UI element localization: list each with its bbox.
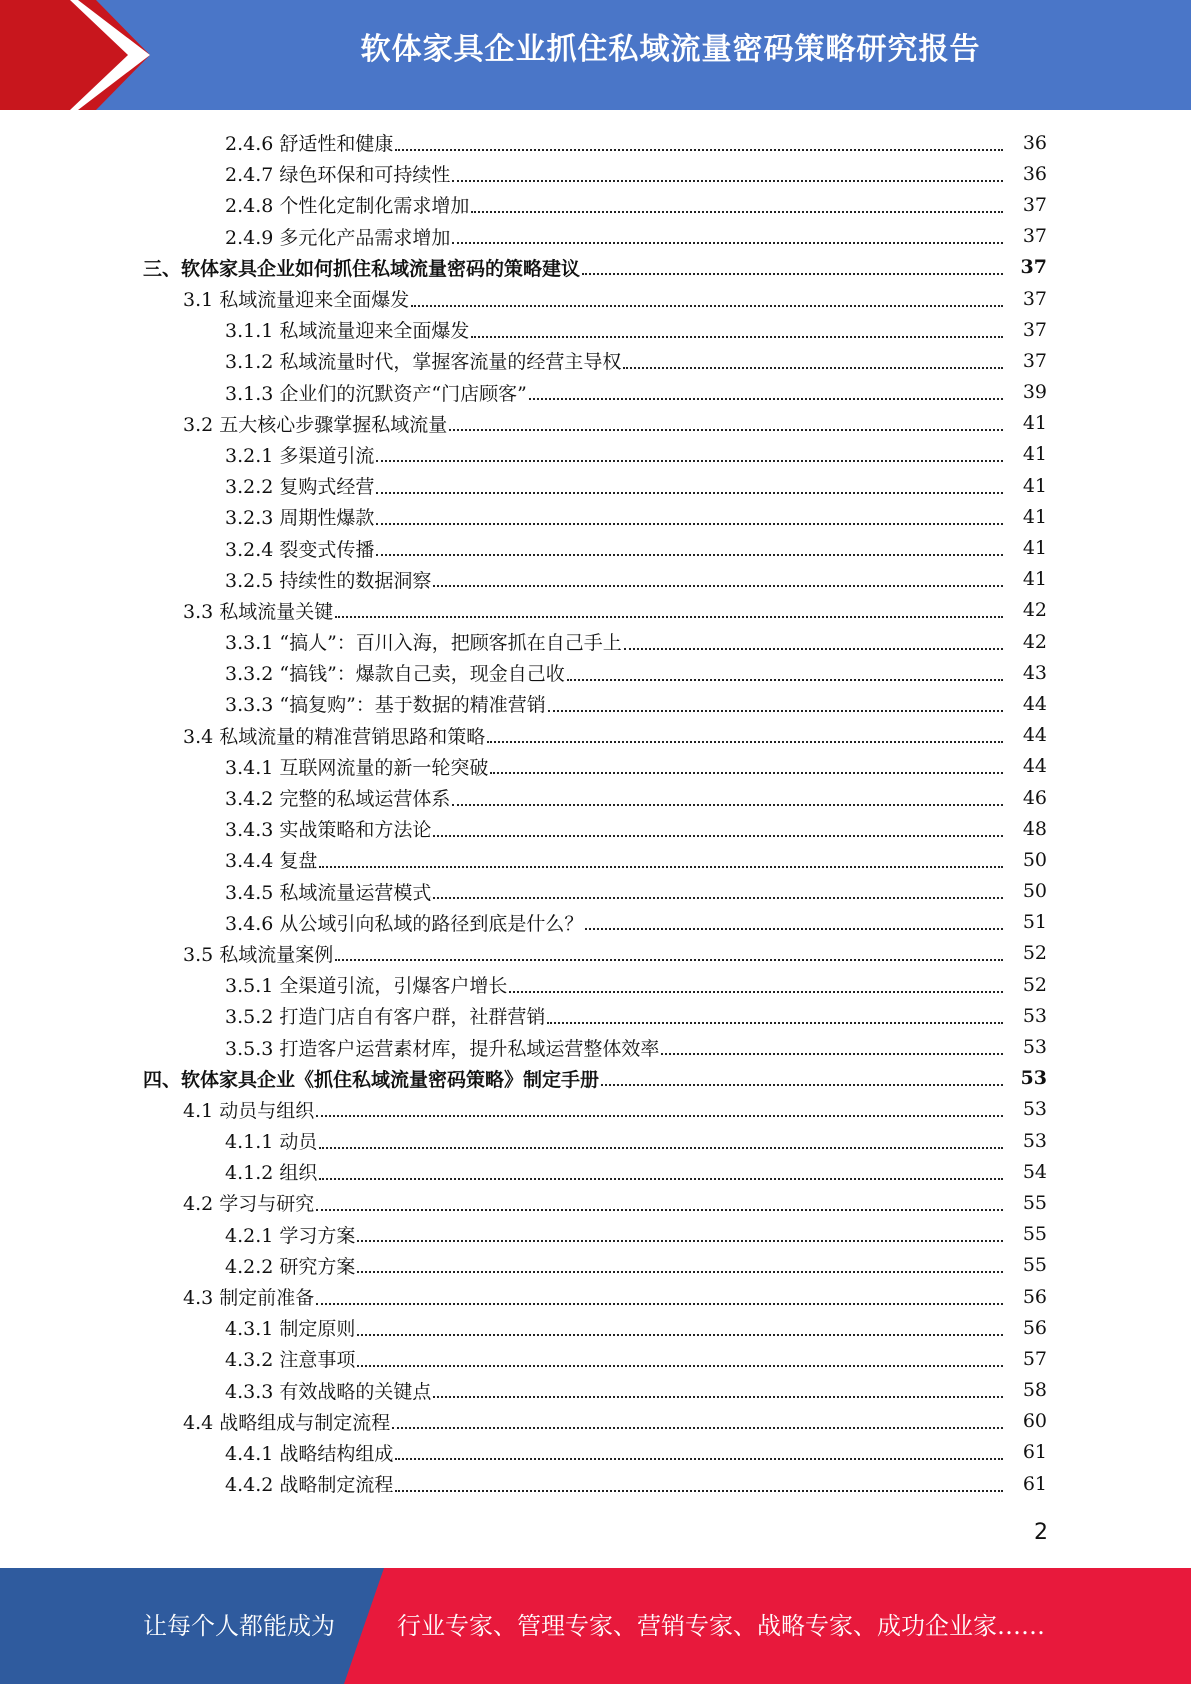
toc-entry-page: 55 [1022,1191,1047,1214]
toc-entry[interactable] [0,345,1191,376]
toc-entry-label: 3.5.2 打造门店自有客户群，社群营销 [225,1006,546,1029]
toc-dot-leader [585,928,1003,930]
toc-dot-leader [661,1053,1003,1055]
toc-dot-leader [376,460,1003,462]
toc-entry-page: 41 [1022,505,1047,528]
toc-entry-page: 37 [1022,225,1047,248]
toc-entry[interactable] [0,127,1191,158]
toc-entry-page: 50 [1022,880,1047,903]
toc-entry[interactable] [0,1375,1191,1406]
toc-entry[interactable] [0,408,1191,439]
toc-entry-label: 3.3.1 “搞人”：百川入海，把顾客抓在自己手上 [225,632,622,655]
toc-entry-page: 41 [1022,537,1047,560]
toc-entry[interactable] [0,470,1191,501]
toc-entry-page: 42 [1022,599,1047,622]
toc-entry[interactable] [0,720,1191,751]
toc-entry-page: 36 [1022,162,1047,185]
toc-entry-label: 四、软体家具企业《抓住私域流量密码策略》制定手册 [143,1068,600,1091]
toc-entry-label: 2.4.7 绿色环保和可持续性 [225,164,451,187]
toc-entry-label: 3.1.1 私域流量迎来全面爆发 [225,320,470,343]
toc-dot-leader [392,1427,1003,1429]
toc-entry-page: 53 [1022,1036,1047,1059]
header-red-arrow [0,0,150,110]
toc-entry-label: 4.2.1 学习方案 [225,1224,356,1247]
toc-dot-leader [452,804,1003,806]
toc-entry[interactable] [0,1437,1191,1468]
toc-entry-label: 3.5.1 全渠道引流，引爆客户增长 [225,975,508,998]
toc-dot-leader [357,1240,1003,1242]
toc-entry-page: 53 [1022,1098,1047,1121]
toc-entry[interactable] [0,876,1191,907]
toc-entry-label: 3.1.2 私域流量时代，掌握客流量的经营主导权 [225,351,622,374]
toc-dot-leader [376,523,1003,525]
toc-dot-leader [319,1178,1003,1180]
toc-entry[interactable] [0,283,1191,314]
toc-dot-leader [316,1209,1003,1211]
toc-entry-page: 60 [1022,1410,1047,1433]
toc-entry-label: 4.4.2 战略制定流程 [225,1474,394,1497]
toc-entry-page: 61 [1022,1441,1047,1464]
toc-dot-leader [449,429,1003,431]
toc-entry-label: 3.4.5 私域流量运营模式 [225,881,432,904]
toc-entry-label: 4.1.1 动员 [225,1131,318,1154]
toc-entry-page: 57 [1022,1347,1047,1370]
page-number: 2 [1034,1520,1048,1545]
toc-entry-label: 3.3 私域流量关键 [183,600,334,623]
toc-dot-leader [357,1365,1003,1367]
toc-entry-page: 53 [1020,1067,1047,1090]
toc-entry-page: 44 [1022,724,1047,747]
toc-dot-leader [357,1271,1003,1273]
toc-entry[interactable] [0,1250,1191,1281]
toc-entry-label: 4.1 动员与组织 [183,1099,315,1122]
toc-dot-leader [433,585,1003,587]
toc-dot-leader [376,554,1003,556]
toc-dot-leader [624,648,1003,650]
toc-dot-leader [471,211,1003,213]
toc-entry-page: 37 [1022,287,1047,310]
toc-entry-label: 2.4.8 个性化定制化需求增加 [225,195,470,218]
toc-dot-leader [548,710,1003,712]
toc-entry-page: 53 [1022,1004,1047,1027]
toc-entry-label: 4.4.1 战略结构组成 [225,1442,394,1465]
toc-entry[interactable] [0,1468,1191,1499]
toc-entry[interactable] [0,1312,1191,1343]
toc-entry[interactable] [0,1156,1191,1187]
toc-entry[interactable] [0,813,1191,844]
toc-entry-page: 41 [1022,443,1047,466]
toc-entry-page: 50 [1022,848,1047,871]
toc-entry-label: 3.4.1 互联网流量的新一轮突破 [225,756,489,779]
toc-dot-leader [433,897,1003,899]
toc-entry[interactable] [0,439,1191,470]
toc-entry-label: 3.2.2 复购式经营 [225,476,375,499]
toc-entry-label: 2.4.6 舒适性和健康 [225,133,394,156]
toc-entry-page: 61 [1022,1472,1047,1495]
footer-slogan-left: 让每个人都能成为 [143,1612,335,1640]
toc-dot-leader [529,398,1003,400]
toc-dot-leader [376,492,1003,494]
toc-entry-label: 3.5.3 打造客户运营素材库，提升私域运营整体效率 [225,1037,660,1060]
toc-entry-page: 39 [1022,381,1047,404]
toc-entry-label: 4.3 制定前准备 [183,1287,315,1310]
toc-entry[interactable] [0,158,1191,189]
toc-entry-page: 37 [1020,256,1047,279]
toc-entry-label: 3.4.2 完整的私域运营体系 [225,788,451,811]
toc-dot-leader [601,1084,1003,1086]
toc-entry-label: 4.3.2 注意事项 [225,1349,356,1372]
toc-entry-page: 48 [1022,817,1047,840]
toc-dot-leader [319,1147,1003,1149]
toc-entry-label: 3.1 私域流量迎来全面爆发 [183,289,410,312]
toc-dot-leader [547,1022,1003,1024]
toc-entry[interactable] [0,1281,1191,1312]
toc-entry[interactable] [0,564,1191,595]
page-header [0,0,1191,110]
toc-entry-page: 46 [1022,786,1047,809]
toc-dot-leader [335,616,1003,618]
toc-entry-page: 55 [1022,1223,1047,1246]
toc-entry[interactable] [0,1063,1191,1094]
toc-entry-page: 44 [1022,755,1047,778]
toc-entry-label: 2.4.9 多元化产品需求增加 [225,226,451,249]
toc-dot-leader [395,1490,1003,1492]
toc-entry-label: 3.5 私域流量案例 [183,943,334,966]
toc-dot-leader [567,679,1003,681]
toc-entry[interactable] [0,1000,1191,1031]
toc-entry-label: 4.4 战略组成与制定流程 [183,1411,391,1434]
toc-entry-page: 58 [1022,1379,1047,1402]
toc-dot-leader [316,1303,1003,1305]
toc-entry[interactable] [0,688,1191,719]
toc-entry[interactable] [0,595,1191,626]
footer-slogan-right: 行业专家、管理专家、营销专家、战略专家、成功企业家…… [397,1612,1045,1640]
toc-entry-label: 3.2.3 周期性爆款 [225,507,375,530]
toc-entry-page: 42 [1022,630,1047,653]
toc-entry[interactable] [0,1125,1191,1156]
toc-entry[interactable] [0,1343,1191,1374]
toc-entry[interactable] [0,314,1191,345]
toc-entry-label: 3.4.4 复盘 [225,850,318,873]
toc-entry-page: 51 [1022,911,1047,934]
toc-entry[interactable] [0,751,1191,782]
toc-entry-page: 36 [1022,131,1047,154]
toc-entry-page: 52 [1022,942,1047,965]
toc-dot-leader [411,305,1003,307]
toc-entry-label: 3.4.3 实战策略和方法论 [225,819,432,842]
toc-entry-label: 3.3.3 “搞复购”：基于数据的精准营销 [225,694,546,717]
toc-dot-leader [433,1396,1003,1398]
toc-dot-leader [471,336,1003,338]
toc-entry[interactable] [0,969,1191,1000]
toc-entry-label: 3.3.2 “搞钱”：爆款自己卖，现金自己收 [225,663,565,686]
toc-entry-page: 41 [1022,474,1047,497]
toc-dot-leader [487,741,1003,743]
toc-entry[interactable] [0,1094,1191,1125]
toc-dot-leader [319,866,1003,868]
toc-entry-label: 4.2 学习与研究 [183,1193,315,1216]
toc-entry-label: 3.2.1 多渠道引流 [225,444,375,467]
toc-entry-page: 56 [1022,1316,1047,1339]
toc-dot-leader [357,1334,1003,1336]
toc-entry-page: 52 [1022,973,1047,996]
toc-dot-leader [395,149,1003,151]
toc-entry-label: 3.4 私域流量的精准营销思路和策略 [183,725,486,748]
toc-entry-page: 41 [1022,412,1047,435]
toc-dot-leader [490,772,1003,774]
toc-entry[interactable] [0,844,1191,875]
toc-entry-label: 三、软体家具企业如何抓住私域流量密码的策略建议 [143,257,581,280]
toc-entry[interactable] [0,252,1191,283]
toc-entry-page: 44 [1022,692,1047,715]
toc-entry-label: 3.4.6 从公域引向私域的路径到底是什么？ [225,912,584,935]
toc-entry-page: 53 [1022,1129,1047,1152]
toc-dot-leader [623,367,1003,369]
toc-entry[interactable] [0,1406,1191,1437]
toc-entry[interactable] [0,189,1191,220]
toc-entry-label: 4.1.2 组织 [225,1162,318,1185]
toc-entry[interactable] [0,657,1191,688]
toc-entry[interactable] [0,221,1191,252]
toc-entry-page: 37 [1022,193,1047,216]
toc-entry-page: 54 [1022,1160,1047,1183]
toc-dot-leader [509,991,1003,993]
toc-dot-leader [335,959,1003,961]
toc-entry[interactable] [0,377,1191,408]
toc-entry-page: 55 [1022,1254,1047,1277]
toc-dot-leader [316,1115,1003,1117]
toc-entry[interactable] [0,1219,1191,1250]
toc-entry[interactable] [0,1031,1191,1062]
toc-entry-label: 3.1.3 企业们的沉默资产“门店顾客” [225,382,527,405]
toc-dot-leader [395,1458,1003,1460]
toc-entry-label: 3.2.4 裂变式传播 [225,538,375,561]
toc-entry-label: 4.2.2 研究方案 [225,1255,356,1278]
toc-entry[interactable] [0,1187,1191,1218]
toc-entry[interactable] [0,532,1191,563]
toc-entry-page: 43 [1022,661,1047,684]
toc-entry-page: 56 [1022,1285,1047,1308]
toc-entry-page: 41 [1022,568,1047,591]
toc-dot-leader [582,273,1003,275]
toc-entry[interactable] [0,938,1191,969]
toc-dot-leader [433,835,1003,837]
toc-entry-page: 37 [1022,349,1047,372]
toc-entry[interactable] [0,907,1191,938]
toc-entry-page: 37 [1022,318,1047,341]
report-title: 软体家具企业抓住私域流量密码策略研究报告 [360,32,981,67]
toc-dot-leader [452,242,1003,244]
toc-entry-label: 3.2 五大核心步骤掌握私域流量 [183,413,448,436]
page-footer [0,1568,1191,1684]
toc-entry-label: 3.2.5 持续性的数据洞察 [225,569,432,592]
toc-entry-label: 4.3.3 有效战略的关键点 [225,1380,432,1403]
toc-entry[interactable] [0,501,1191,532]
toc-entry[interactable] [0,626,1191,657]
toc-entry[interactable] [0,782,1191,813]
toc-dot-leader [452,180,1003,182]
table-of-contents [0,127,1191,1499]
toc-entry-label: 4.3.1 制定原则 [225,1318,356,1341]
